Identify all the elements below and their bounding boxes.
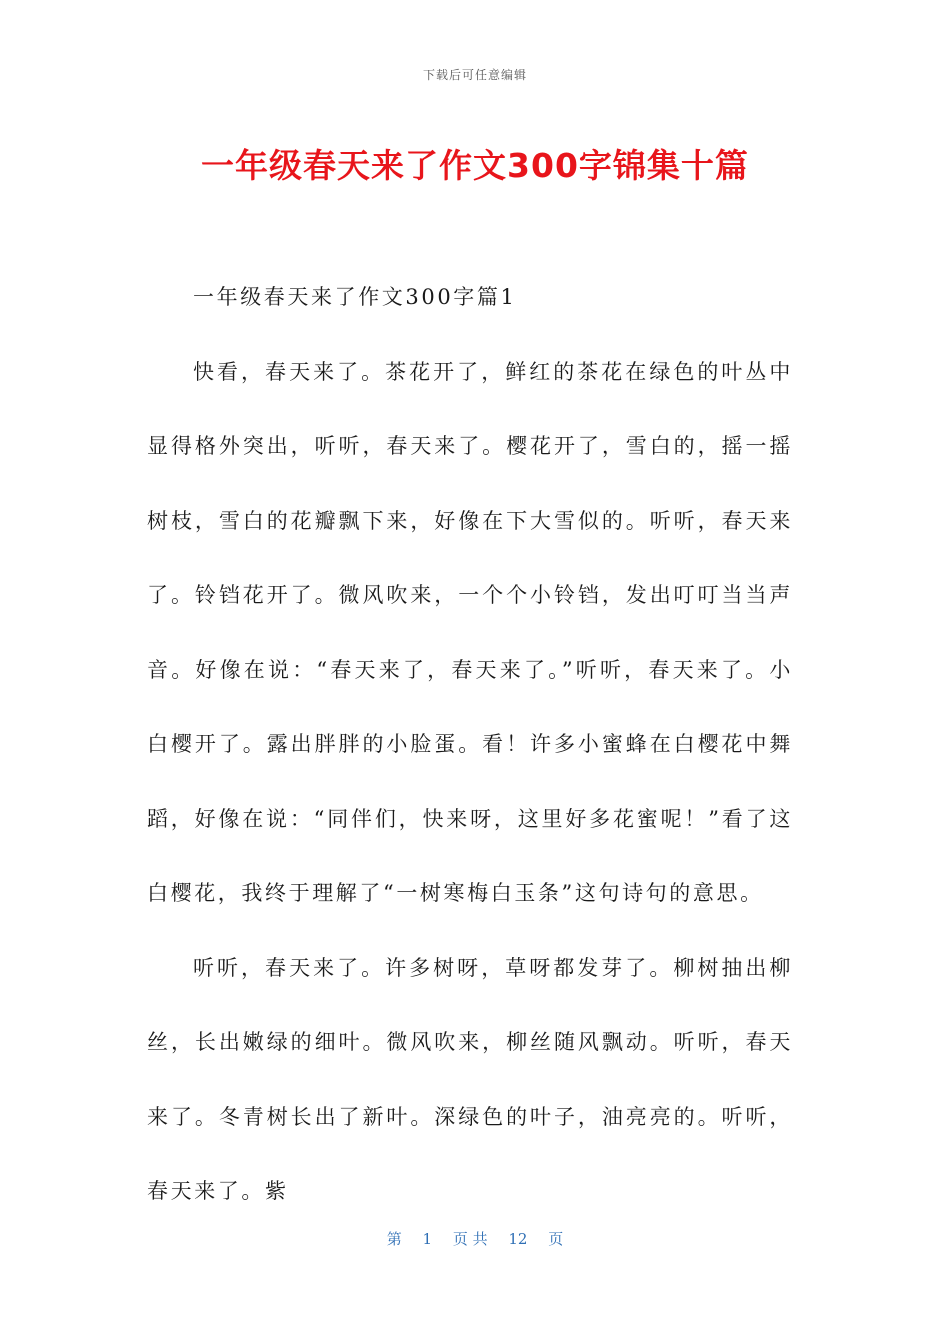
footer-label-end: 页 xyxy=(548,1230,564,1248)
document-title: 一年级春天来了作文300字锦集十篇 xyxy=(201,146,749,185)
footer-page-number: 1 xyxy=(422,1230,433,1248)
footer-label-page: 第 xyxy=(386,1230,402,1248)
footer-label-of: 页 共 xyxy=(452,1230,488,1248)
paragraph: 听听，春天来了。许多树呀，草呀都发芽了。柳树抽出柳丝，长出嫩绿的细叶。微风吹来，柳丝随风飘动。听听，春天来了。冬青树长出了新叶。深绿色的叶子，油亮亮的。听听，春天来了。紫 xyxy=(147,955,793,1203)
paragraph: 快看，春天来了。茶花开了，鲜红的茶花在绿色的叶丛中显得格外突出，听听，春天来了。樱花开了，雪白的，摇一摇树枝，雪白的花瓣飘下来，好像在下大雪似的。听听，春天来了。铃铛花开了。微风吹来，一个个小铃铛，发出叮叮当当声音。好像在说：“春天来了，春天来了。”听听，春天来了。小白樱开了。露出胖胖的小脸蛋。看！许多小蜜蜂在白樱花中舞蹈，好像在说：“同伴们，快来呀，这里好多花蜜呢！”看了这白樱花，我终于理解了“一树寒梅白玉条”这句诗句的意思。 xyxy=(147,359,793,905)
section-heading: 一年级春天来了作文300字篇1 xyxy=(193,285,517,309)
document-body xyxy=(147,260,793,1229)
page-footer xyxy=(0,1228,950,1249)
header-note: 下载后可任意编辑 xyxy=(422,68,527,82)
footer-total-pages: 12 xyxy=(508,1230,528,1248)
